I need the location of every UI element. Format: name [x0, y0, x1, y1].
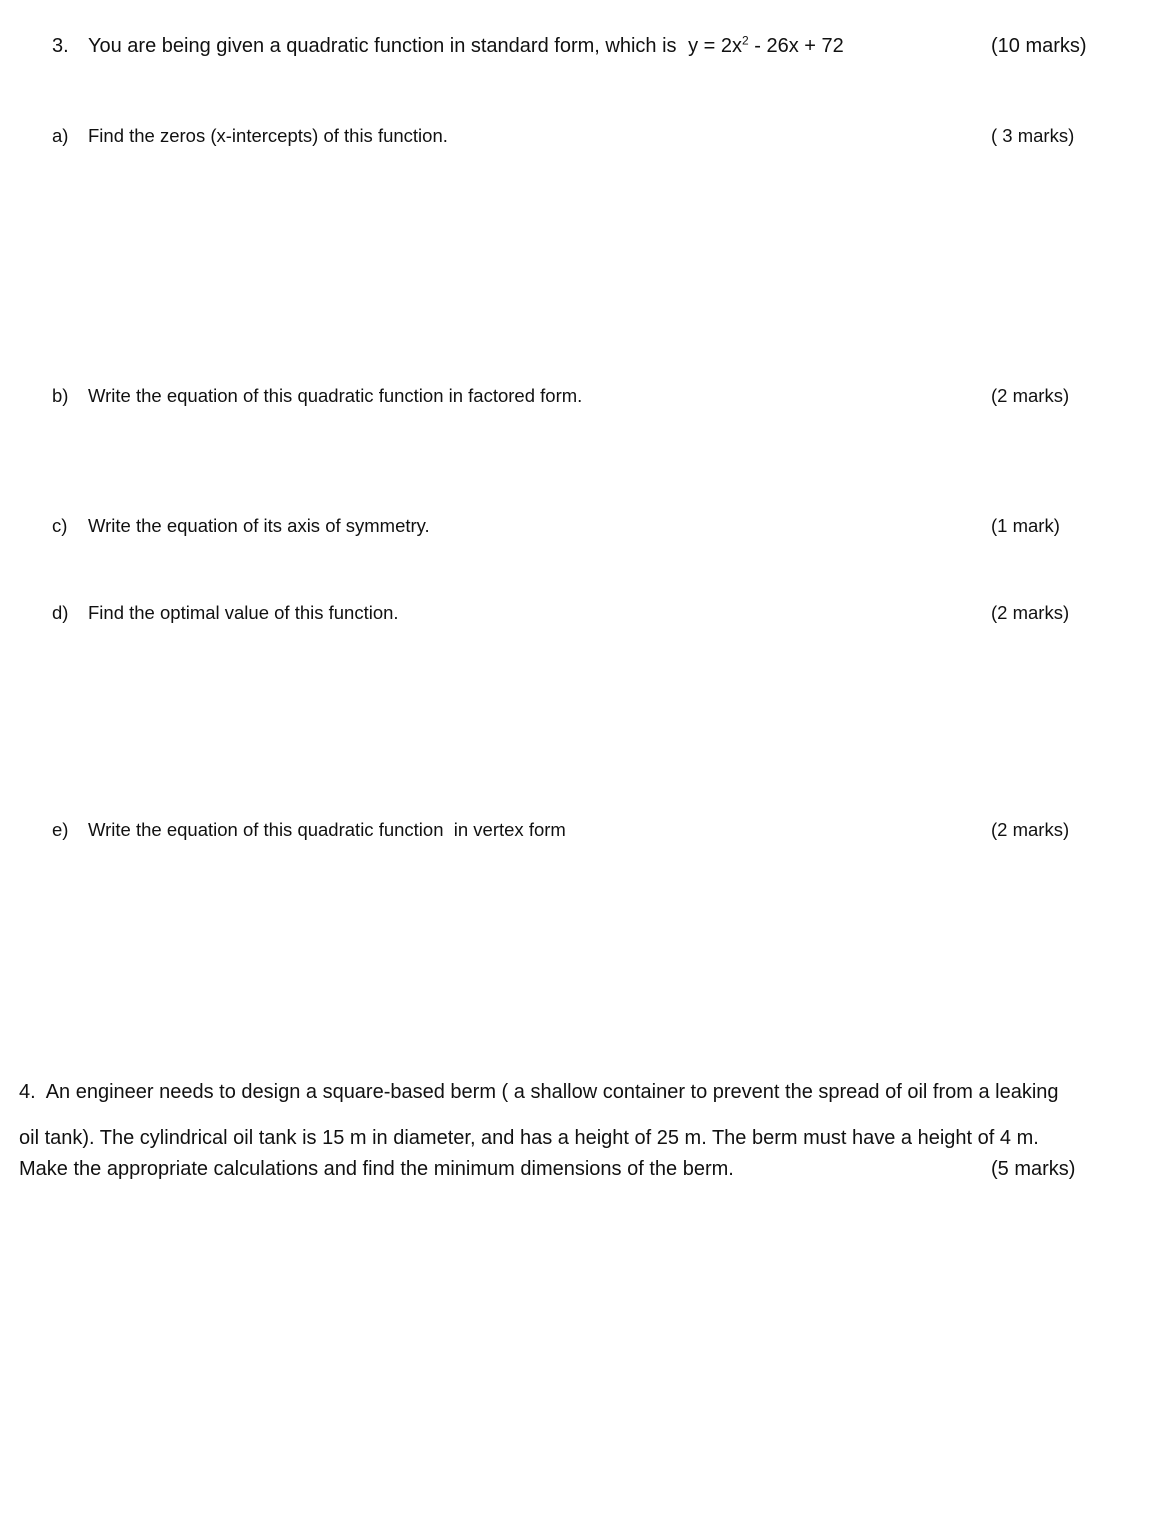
equation-rest: - 26x + 72 — [748, 35, 844, 57]
part-a-marks: ( 3 marks) — [991, 125, 1075, 146]
part-a — [0, 127, 1158, 149]
question-3-text — [88, 33, 844, 57]
question-4-line-1: 4. An engineer needs to design a square-based berm ( a shallow container to prevent the spread of oil from a leaking — [19, 1081, 1059, 1103]
part-d-label: d) — [52, 602, 69, 623]
question-4-line-3 — [0, 1159, 1158, 1183]
question-3-number: 3. — [52, 35, 69, 57]
part-d-marks: (2 marks) — [991, 602, 1070, 623]
part-c-text: Write the equation of its axis of symmetry. — [88, 515, 430, 536]
part-e-text: Write the equation of this quadratic function in vertex form — [88, 819, 566, 840]
question-3-header — [0, 33, 1158, 60]
part-e — [0, 821, 1158, 843]
part-d — [0, 604, 1158, 626]
question-4-marks: (5 marks) — [991, 1158, 1076, 1180]
part-b-marks: (2 marks) — [991, 385, 1070, 406]
part-b-label: b) — [52, 385, 69, 406]
question-3-equation — [688, 35, 844, 57]
part-e-label: e) — [52, 819, 69, 840]
part-a-text: Find the zeros (x-intercepts) of this function. — [88, 125, 448, 146]
question-4-line-3-text: Make the appropriate calculations and find the minimum dimensions of the berm. — [19, 1158, 734, 1180]
part-d-text: Find the optimal value of this function. — [88, 602, 399, 623]
question-3-marks: (10 marks) — [991, 35, 1087, 57]
equation-base: y = 2x — [688, 35, 742, 57]
question-3-prompt: You are being given a quadratic function in standard form, which is — [88, 35, 677, 57]
part-b-text: Write the equation of this quadratic function in factored form. — [88, 385, 583, 406]
part-c-marks: (1 mark) — [991, 515, 1060, 536]
equation-exponent: 2 — [742, 33, 749, 48]
part-a-label: a) — [52, 125, 69, 146]
part-e-marks: (2 marks) — [991, 819, 1070, 840]
part-c-label: c) — [52, 515, 68, 536]
part-b — [0, 387, 1158, 409]
part-c — [0, 517, 1158, 539]
question-4-line-2: oil tank). The cylindrical oil tank is 15 m in diameter, and has a height of 25 m. The berm must have a height of 4 m. — [19, 1127, 1039, 1149]
